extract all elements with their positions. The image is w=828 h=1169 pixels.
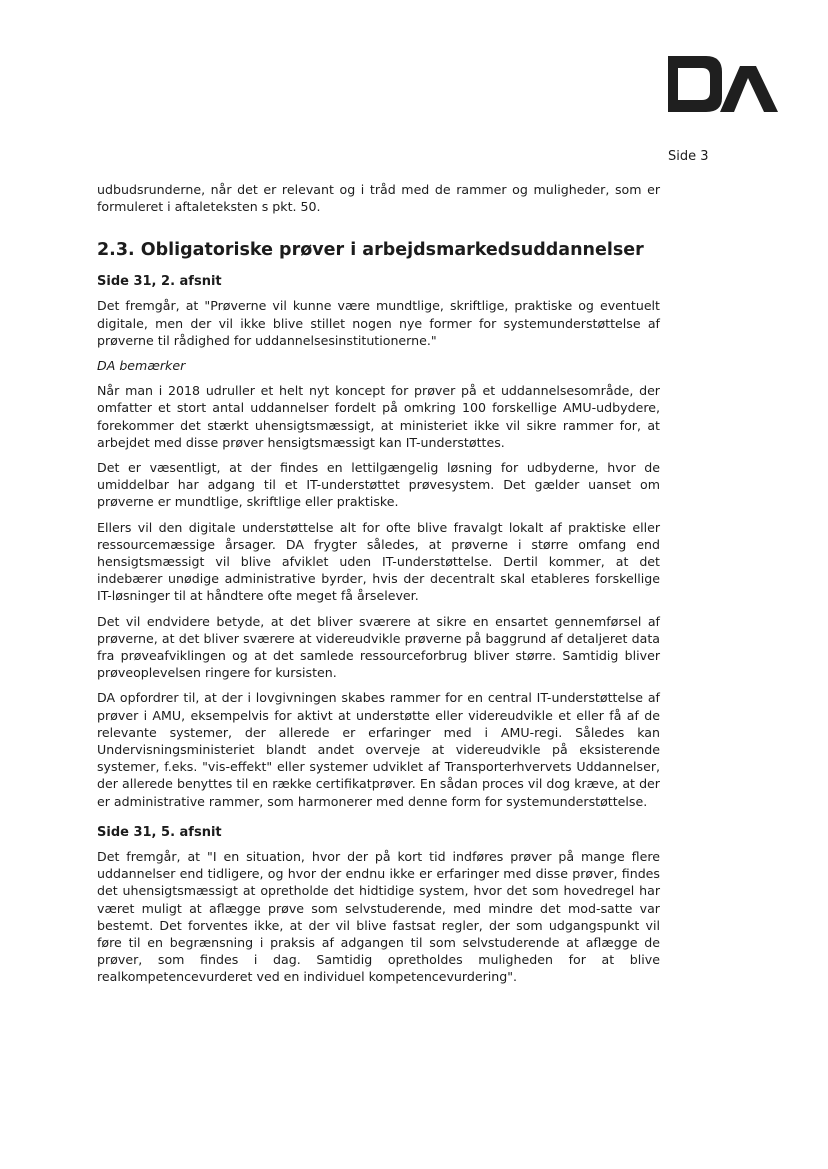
intro-paragraph: udbudsrunderne, når det er relevant og i tråd med de rammer og muligheder, som er formuleret i aftaleteksten s pkt. 50. (97, 182, 660, 215)
quote-paragraph-1: Det fremgår, at "Prøverne vil kunne være mundtlige, skriftlige, praktiske og eventuelt digitale, men der vil ikke blive stillet nogen nye former for systemunderstøttelse af prøverne til rådighed for uddannelsesinstitutionerne." (97, 298, 660, 348)
remarks-label: DA bemærker (97, 358, 186, 374)
da-logo (664, 52, 782, 116)
subsection-heading-2: Side 31, 5. afsnit (97, 824, 222, 840)
section-heading: 2.3. Obligatoriske prøver i arbejdsmarkedsuddannelser (97, 240, 644, 261)
body-paragraph: DA opfordrer til, at der i lovgivningen skabes rammer for en central IT-understøttelse af prøver i AMU, eksempelvis for aktivt at understøtte eller videreudvikle et eller få af de relevante systemer, der allerede er erfaringer med i AMU-regi. Således kan Undervisningsministeriet blandt andet overveje at videreudvikle på eksisterende systemer, f.eks. "vis-effekt" eller systemer udviklet af Transporterhvervets Uddannelser, der allerede benyttes til en række certifikatprøver. En sådan proces vil dog kræve, at der er administrative rammer, som harmonerer med denne form for systemunderstøttelse. (97, 690, 660, 809)
body-paragraph: Ellers vil den digitale understøttelse alt for ofte blive fravalgt lokalt af praktiske eller ressourcemæssige årsager. DA frygter således, at prøverne i større omfang end hensigtsmæssigt vil blive afviklet uden IT-understøttelse. Dertil kommer, at det indebærer unødige administrative byrder, hvis der decentralt skal etableres forskellige IT-løsninger til at håndtere ofte meget få årselever. (97, 519, 660, 604)
body-paragraph: Når man i 2018 udruller et helt nyt koncept for prøver på et uddannelsesområde, der omfatter et stort antal uddannelser fordelt på omkring 100 forskellige AMU-udbydere, forekommer det stærkt uhensigtsmæssigt, at ministeriet ikke vil sikre rammer for, at arbejdet med disse prøver hensigtsmæssigt kan IT-understøttes. (97, 383, 660, 450)
body-paragraph: Det vil endvidere betyde, at det bliver sværere at sikre en ensartet gennemførsel af prøverne, at det bliver sværere at videreudvikle prøverne på baggrund af detaljeret data fra prøveafviklingen og at det samlede ressourceforbrug bliver større. Samtidig bliver prøveoplevelsen ringere for kursisten. (97, 613, 660, 681)
subsection-heading-1: Side 31, 2. afsnit (97, 274, 222, 290)
quote-paragraph-2: Det fremgår, at "I en situation, hvor der på kort tid indføres prøver på mange flere uddannelser end tidligere, og hvor der endnu ikke er erfaringer med disse prøver, findes det uhensigtsmæssigt at opretholde det hidtidige system, hvor det som hovedregel har været muligt at aflægge prøve som selvstuderende, med mindre det mod-satte var bestemt. Det forventes ikke, at der vil blive fastsat regler, der som udgangspunkt vil føre til en begrænsning i praksis af adgangen til som selvstuderende at aflægge de prøver, som findes i dag. Samtidig opretholdes muligheden for at blive realkompetencevurderet ved en individuel kompetencevurdering". (97, 848, 660, 985)
page-number: Side 3 (668, 149, 709, 164)
document-body (97, 181, 660, 994)
body-paragraph: Det er væsentligt, at der findes en lettilgængelig løsning for udbyderne, hvor de umiddelbar har adgang til et IT-understøttet prøvesystem. Det gælder uanset om prøverne er mundtlige, skriftlige eller praktiske. (97, 460, 660, 510)
